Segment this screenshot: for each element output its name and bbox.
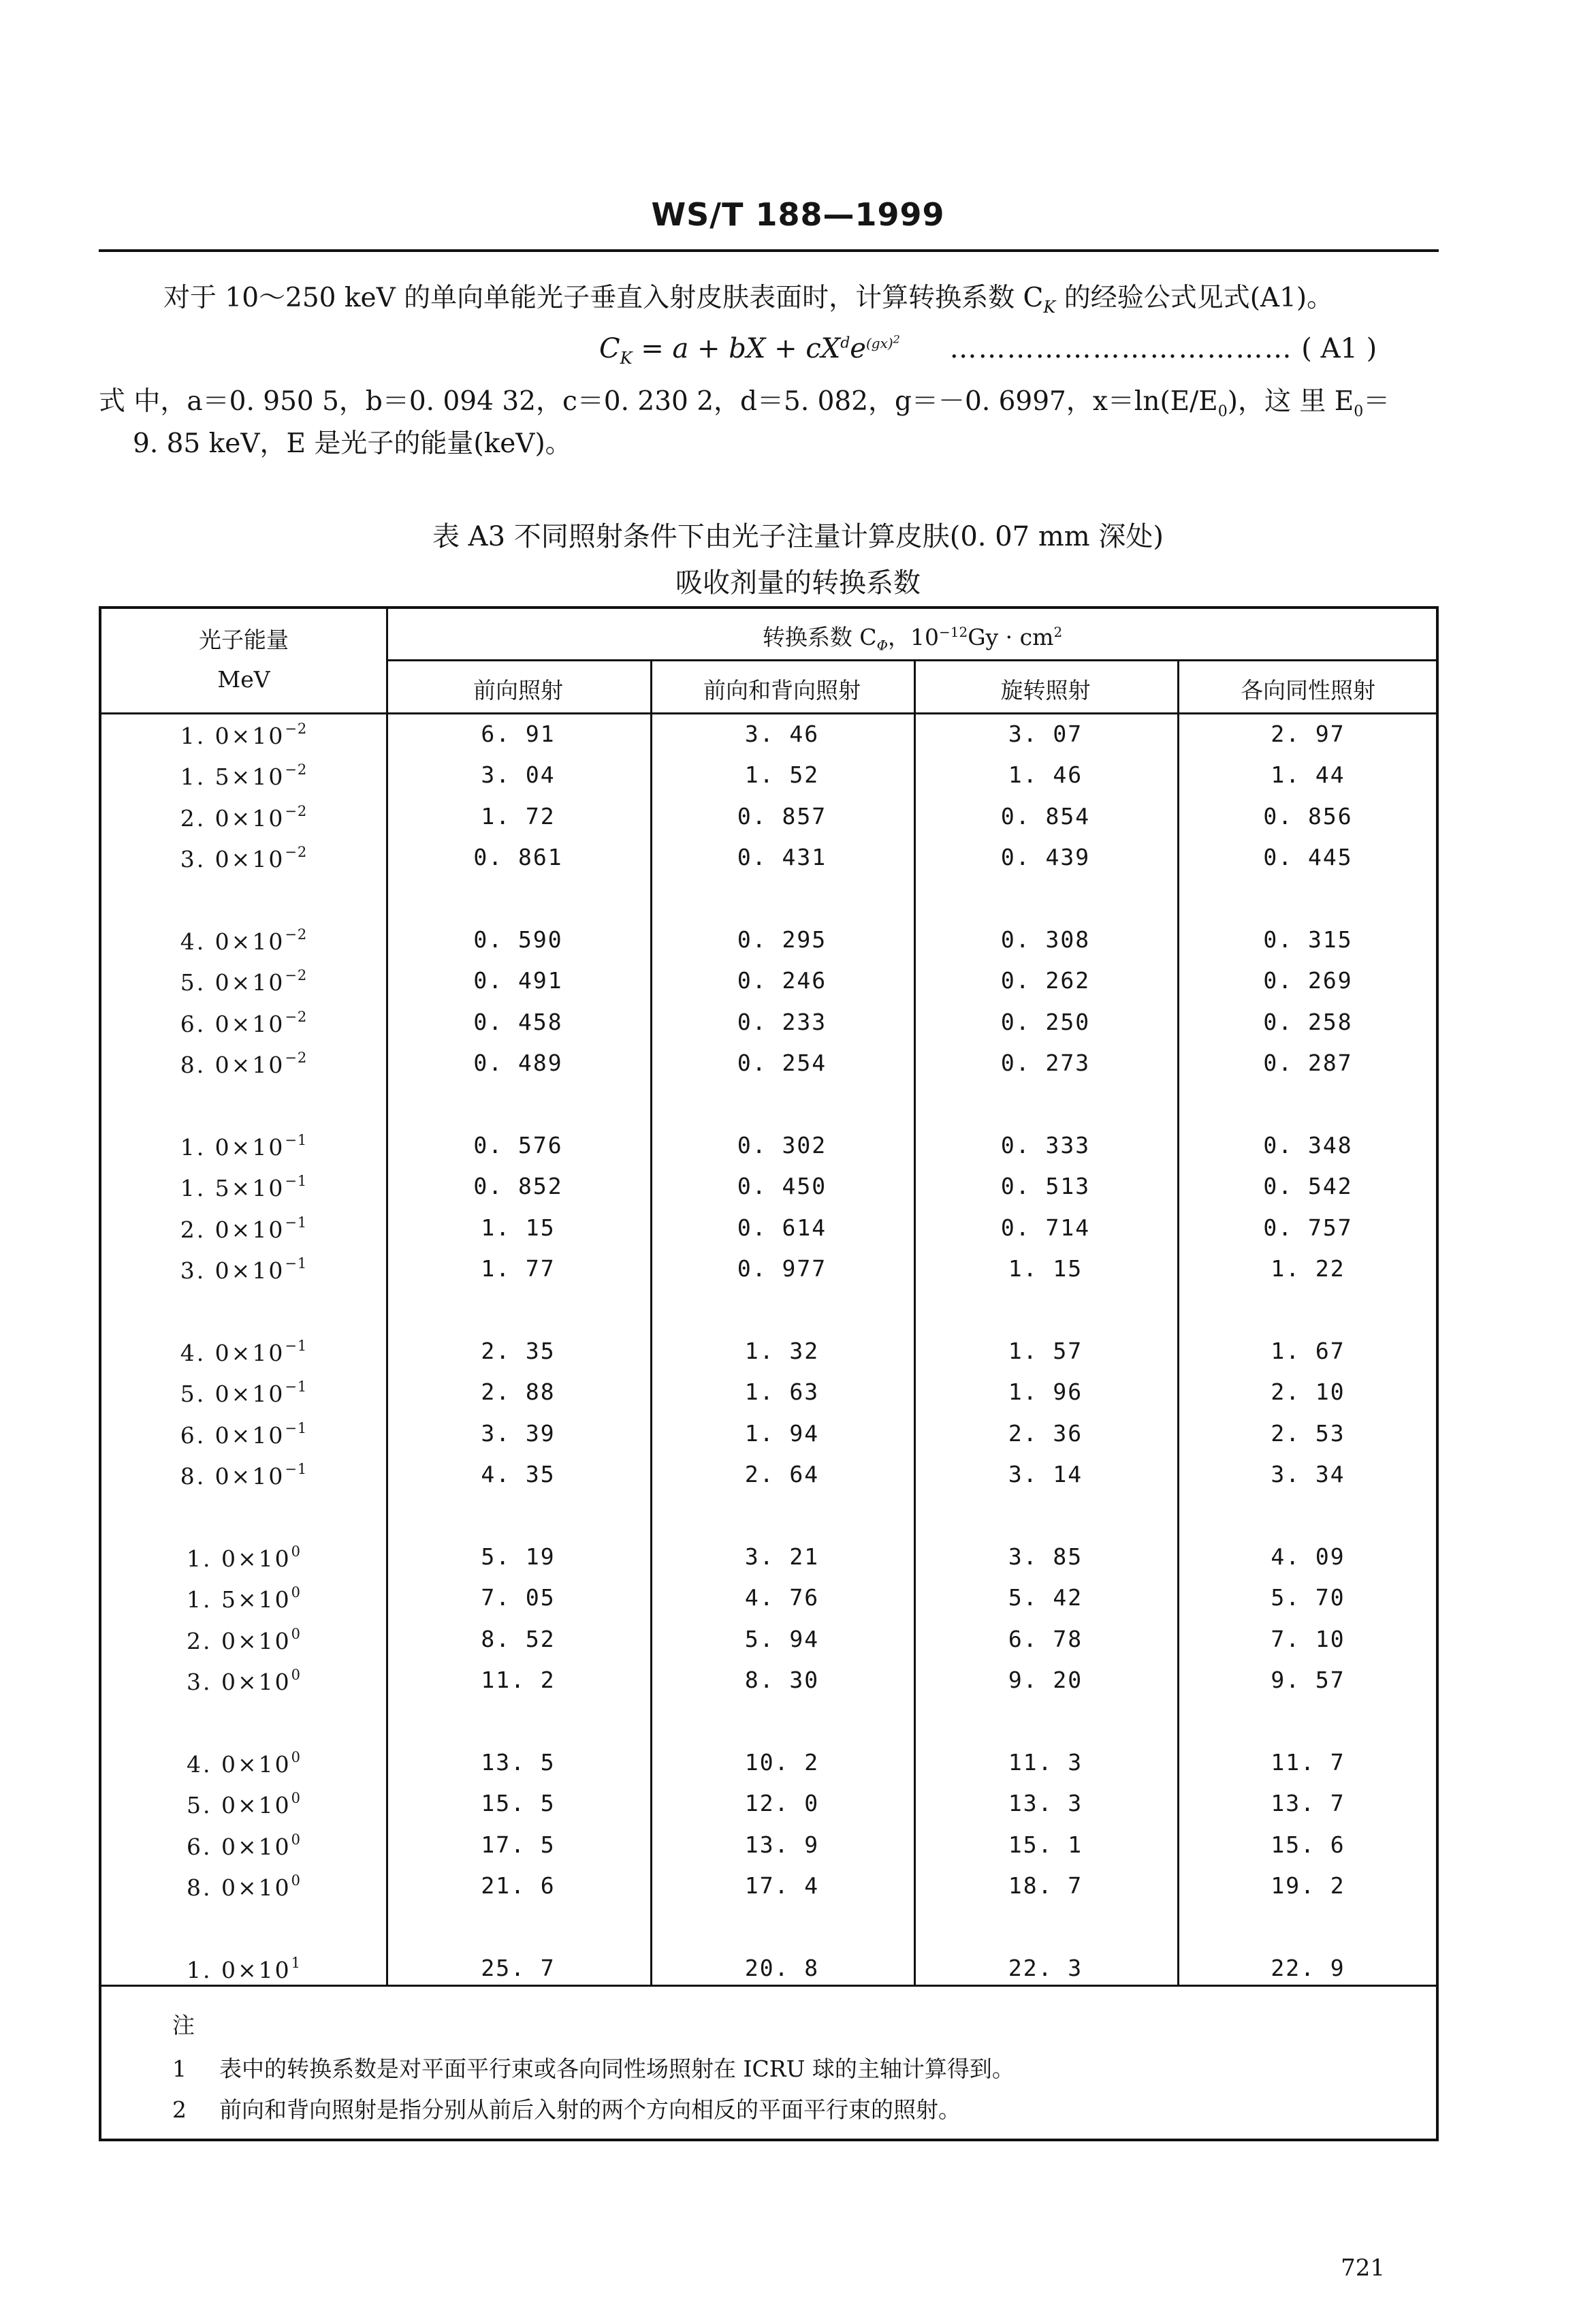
forward-backward-value-cell: 20. 8	[744, 1955, 820, 1981]
energy-exponent: −2	[285, 802, 308, 819]
rotational-value-cell: 1. 96	[1008, 1379, 1083, 1406]
where-eq: ＝	[1363, 386, 1390, 417]
forward-value-cell: 7. 05	[481, 1584, 556, 1611]
isotropic-value-cell: 0. 856	[1263, 802, 1353, 830]
conversion-coefficient-table	[99, 606, 1439, 2141]
col-header-forward: 前向照射	[473, 677, 563, 704]
formula-square-exp: 2	[893, 332, 900, 345]
energy-mantissa: 4. 0×10	[187, 1751, 291, 1778]
forward-backward-value-cell: 0. 246	[737, 967, 827, 994]
rotational-value-cell: 5. 42	[1008, 1584, 1083, 1611]
forward-backward-value-cell: 0. 977	[737, 1255, 827, 1282]
forward-value-cell: 11. 2	[481, 1667, 556, 1694]
where-text: 式 中，a＝0. 950 5，b＝0. 094 32，c＝0. 230 2，d＝5. 082，g＝－0. 6997，x＝ln(E/E	[99, 386, 1218, 417]
energy-mantissa: 8. 0×10	[187, 1874, 291, 1902]
e0-subscript-2: 0	[1354, 403, 1364, 420]
energy-exponent: 0	[291, 1872, 301, 1889]
rotational-value-cell: 0. 308	[1000, 926, 1091, 953]
formula-d-exp: d	[840, 334, 850, 352]
energy-cell	[101, 926, 386, 955]
energy-cell	[101, 844, 386, 872]
rotational-value-cell: 1. 46	[1008, 761, 1083, 789]
isotropic-value-cell: 1. 44	[1271, 761, 1345, 789]
rotational-value-cell: 9. 20	[1008, 1667, 1083, 1694]
forward-value-cell: 1. 77	[481, 1255, 556, 1282]
group-header-unit: Gy · cm	[968, 624, 1054, 650]
ck-subscript: K	[1043, 297, 1056, 317]
rotational-value-cell: 18. 7	[1008, 1872, 1083, 1900]
formula-gx-exp: (gx)	[865, 334, 893, 351]
rotational-value-cell: 13. 3	[1008, 1790, 1083, 1817]
forward-value-cell: 0. 590	[473, 926, 563, 953]
forward-backward-value-cell: 0. 450	[737, 1173, 827, 1200]
forward-backward-value-cell: 0. 233	[737, 1008, 827, 1035]
formula-ck-sub: K	[620, 348, 633, 368]
energy-exponent: 0	[291, 1790, 301, 1807]
isotropic-value-cell: 0. 542	[1263, 1173, 1353, 1200]
energy-mantissa: 6. 0×10	[180, 1421, 285, 1449]
isotropic-value-cell: 9. 57	[1271, 1667, 1345, 1694]
isotropic-value-cell: 2. 10	[1271, 1379, 1345, 1406]
energy-cell	[101, 1543, 386, 1572]
e0-subscript: 0	[1217, 403, 1228, 420]
forward-value-cell: 17. 5	[481, 1831, 556, 1858]
forward-backward-value-cell: 13. 9	[744, 1831, 820, 1858]
forward-value-cell: 0. 489	[473, 1050, 563, 1077]
forward-backward-value-cell: 0. 857	[737, 802, 827, 830]
notes-title: 注	[172, 2012, 195, 2038]
energy-cell	[101, 1667, 386, 1695]
forward-value-cell: 15. 5	[481, 1790, 556, 1817]
energy-cell	[101, 1790, 386, 1818]
isotropic-value-cell: 1. 67	[1271, 1338, 1345, 1364]
forward-value-cell: 1. 15	[481, 1214, 556, 1241]
isotropic-value-cell: 0. 287	[1263, 1050, 1353, 1077]
formula-e: e	[850, 332, 866, 364]
energy-cell	[101, 721, 386, 749]
energy-mantissa: 1. 0×10	[187, 1957, 291, 1983]
rotational-value-cell: 22. 3	[1008, 1955, 1083, 1981]
isotropic-value-cell: 13. 7	[1271, 1790, 1345, 1817]
isotropic-value-cell: 0. 445	[1263, 844, 1353, 871]
energy-cell	[101, 1749, 386, 1778]
forward-value-cell: 0. 576	[473, 1132, 563, 1159]
energy-mantissa: 3. 0×10	[180, 1257, 285, 1285]
rotational-value-cell: 0. 439	[1000, 844, 1091, 871]
energy-cell	[101, 1872, 386, 1901]
energy-mantissa: 5. 0×10	[187, 1792, 291, 1819]
energy-cell	[101, 1626, 386, 1654]
forward-backward-value-cell: 3. 46	[744, 721, 820, 747]
group-header-exp: −12	[938, 624, 968, 640]
col-header-rotational: 旋转照射	[1000, 677, 1091, 704]
forward-backward-value-cell: 1. 32	[744, 1338, 820, 1364]
forward-value-cell: 21. 6	[481, 1872, 556, 1900]
energy-exponent: −2	[285, 844, 308, 861]
rotational-value-cell: 0. 714	[1000, 1214, 1091, 1241]
coefficient-group-header	[386, 620, 1439, 654]
isotropic-value-cell: 19. 2	[1271, 1872, 1345, 1900]
energy-mantissa: 6. 0×10	[180, 1010, 285, 1037]
isotropic-value-cell: 22. 9	[1271, 1955, 1345, 1981]
forward-backward-value-cell: 10. 2	[744, 1749, 820, 1776]
energy-cell	[101, 1255, 386, 1284]
rotational-value-cell: 15. 1	[1008, 1831, 1083, 1858]
energy-mantissa: 5. 0×10	[180, 1381, 285, 1408]
isotropic-value-cell: 0. 269	[1263, 967, 1353, 994]
energy-exponent: 0	[291, 1625, 301, 1642]
where-line-1	[99, 383, 1461, 431]
forward-backward-value-cell: 3. 21	[744, 1543, 820, 1570]
forward-value-cell: 0. 491	[473, 967, 563, 994]
energy-mantissa: 1. 5×10	[180, 763, 285, 791]
energy-cell	[101, 803, 386, 832]
forward-backward-value-cell: 1. 94	[744, 1419, 820, 1447]
group-header-text: 转换系数 C	[762, 624, 877, 650]
note-2	[172, 2092, 961, 2124]
energy-exponent: 0	[291, 1543, 301, 1560]
formula-ck: C	[599, 332, 620, 364]
note-2-number: 2	[172, 2096, 187, 2123]
rotational-value-cell: 1. 15	[1008, 1255, 1083, 1282]
forward-value-cell: 5. 19	[481, 1543, 556, 1570]
rotational-value-cell: 0. 513	[1000, 1173, 1091, 1200]
forward-value-cell: 8. 52	[481, 1625, 556, 1652]
group-header-rest: ，10	[887, 624, 939, 650]
forward-backward-value-cell: 0. 614	[737, 1214, 827, 1241]
header-bottom-rule	[101, 712, 1439, 714]
energy-mantissa: 4. 0×10	[180, 928, 285, 955]
forward-backward-value-cell: 0. 431	[737, 844, 827, 871]
forward-backward-value-cell: 0. 254	[737, 1050, 827, 1077]
formula-ref: ( A1 )	[1301, 332, 1377, 364]
forward-value-cell: 13. 5	[481, 1749, 556, 1776]
forward-backward-value-cell: 5. 94	[744, 1625, 820, 1652]
energy-exponent: −2	[285, 721, 308, 737]
energy-exponent: −1	[285, 1214, 308, 1231]
forward-value-cell: 4. 35	[481, 1461, 556, 1488]
energy-cell	[101, 761, 386, 790]
energy-exponent: −1	[285, 1132, 308, 1148]
energy-cell	[101, 1955, 386, 1983]
energy-mantissa: 1. 0×10	[180, 1134, 285, 1161]
forward-backward-value-cell: 1. 63	[744, 1379, 820, 1406]
note-1	[172, 2051, 1015, 2083]
standard-code-header: WS/T 188—1999	[651, 196, 945, 233]
energy-exponent: 0	[291, 1749, 301, 1765]
rotational-value-cell: 0. 333	[1000, 1132, 1091, 1159]
isotropic-value-cell: 2. 97	[1271, 721, 1345, 747]
energy-cell	[101, 1379, 386, 1407]
energy-exponent: −2	[285, 1008, 308, 1025]
energy-mantissa: 8. 0×10	[180, 1052, 285, 1079]
col-header-isotropic: 各向同性照射	[1241, 677, 1375, 704]
forward-value-cell: 3. 04	[481, 761, 556, 789]
forward-value-cell: 1. 72	[481, 802, 556, 830]
formula-body: = a + bX + cX	[632, 332, 841, 364]
rotational-value-cell: 0. 273	[1000, 1050, 1091, 1077]
energy-mantissa: 4. 0×10	[180, 1340, 285, 1366]
isotropic-value-cell: 0. 258	[1263, 1008, 1353, 1035]
energy-exponent: −1	[285, 1461, 308, 1478]
energy-mantissa: 2. 0×10	[187, 1627, 291, 1654]
energy-cell	[101, 1420, 386, 1449]
isotropic-value-cell: 11. 7	[1271, 1749, 1345, 1776]
energy-cell	[101, 967, 386, 996]
rotational-value-cell: 2. 36	[1008, 1419, 1083, 1447]
energy-mantissa: 5. 0×10	[180, 969, 285, 996]
where-text-end: )，这 里 E	[1227, 386, 1354, 417]
rotational-value-cell: 1. 57	[1008, 1338, 1083, 1364]
rotational-value-cell: 11. 3	[1008, 1749, 1083, 1776]
energy-cell	[101, 1009, 386, 1037]
isotropic-value-cell: 0. 757	[1263, 1214, 1353, 1241]
forward-value-cell: 2. 88	[481, 1379, 556, 1406]
table-caption-line-1: 表 A3 不同照射条件下由光子注量计算皮肤(0. 07 mm 深处)	[432, 521, 1164, 552]
energy-exponent: −1	[285, 1419, 308, 1436]
energy-mantissa: 1. 5×10	[180, 1175, 285, 1202]
energy-header-unit: MeV	[217, 666, 270, 693]
forward-value-cell: 0. 458	[473, 1008, 563, 1035]
energy-exponent: −1	[285, 1338, 308, 1354]
energy-exponent: −1	[285, 1379, 308, 1396]
energy-mantissa: 2. 0×10	[180, 804, 285, 832]
energy-cell	[101, 1831, 386, 1860]
energy-header-label: 光子能量	[199, 627, 289, 653]
isotropic-value-cell: 7. 10	[1271, 1625, 1345, 1652]
formula-leader-dots: ………………………………	[949, 332, 1293, 364]
isotropic-value-cell: 0. 315	[1263, 926, 1353, 953]
forward-value-cell: 3. 39	[481, 1419, 556, 1447]
rotational-value-cell: 0. 854	[1000, 802, 1091, 830]
rotational-value-cell: 3. 07	[1008, 721, 1083, 747]
energy-cell	[101, 1584, 386, 1613]
phi-subscript: Φ	[876, 637, 888, 654]
rotational-value-cell: 3. 85	[1008, 1543, 1083, 1570]
isotropic-value-cell: 5. 70	[1271, 1584, 1345, 1611]
forward-backward-value-cell: 0. 295	[737, 926, 827, 953]
forward-value-cell: 0. 861	[473, 844, 563, 871]
energy-mantissa: 2. 0×10	[180, 1216, 285, 1243]
rotational-value-cell: 3. 14	[1008, 1461, 1083, 1488]
energy-mantissa: 1. 0×10	[187, 1545, 291, 1572]
energy-mantissa: 8. 0×10	[180, 1463, 285, 1490]
header-rule	[99, 249, 1439, 252]
energy-exponent: −2	[285, 926, 308, 943]
forward-value-cell: 6. 91	[481, 721, 556, 747]
energy-mantissa: 3. 0×10	[180, 846, 285, 873]
energy-exponent: −1	[285, 1255, 308, 1272]
energy-exponent: 1	[291, 1955, 301, 1971]
intro-line-1	[163, 279, 1457, 326]
isotropic-value-cell: 0. 348	[1263, 1132, 1353, 1159]
col-header-forward-backward: 前向和背向照射	[703, 677, 861, 704]
table-caption-line-2: 吸收剂量的转换系数	[675, 567, 921, 599]
rotational-value-cell: 0. 262	[1000, 967, 1091, 994]
rotational-value-cell: 0. 250	[1000, 1008, 1091, 1035]
forward-value-cell: 2. 35	[481, 1338, 556, 1364]
formula-a1	[599, 332, 1443, 368]
energy-exponent: −2	[285, 1050, 308, 1067]
energy-exponent: 0	[291, 1831, 301, 1848]
note-1-number: 1	[172, 2055, 187, 2082]
energy-cell	[101, 1461, 386, 1490]
energy-exponent: 0	[291, 1667, 301, 1684]
forward-backward-value-cell: 12. 0	[744, 1790, 820, 1817]
energy-exponent: −2	[285, 967, 308, 984]
energy-exponent: −2	[285, 761, 308, 778]
energy-exponent: 0	[291, 1584, 301, 1601]
energy-mantissa: 1. 0×10	[180, 723, 285, 749]
forward-backward-value-cell: 4. 76	[744, 1584, 820, 1611]
note-1-text: 表中的转换系数是对平面平行束或各向同性场照射在 ICRU 球的主轴计算得到。	[219, 2055, 1015, 2082]
page-number: 721	[1341, 2254, 1385, 2282]
energy-mantissa: 1. 5×10	[187, 1586, 291, 1613]
forward-backward-value-cell: 8. 30	[744, 1667, 820, 1694]
forward-backward-value-cell: 1. 52	[744, 761, 820, 789]
forward-backward-value-cell: 0. 302	[737, 1132, 827, 1159]
energy-cell	[101, 1338, 386, 1366]
note-2-text: 前向和背向照射是指分别从前后入射的两个方向相反的平面平行束的照射。	[219, 2096, 961, 2123]
isotropic-value-cell: 15. 6	[1271, 1831, 1345, 1858]
where-line-2: 9. 85 keV，E 是光子的能量(keV)。	[133, 428, 572, 459]
energy-mantissa: 6. 0×10	[187, 1833, 291, 1860]
isotropic-value-cell: 3. 34	[1271, 1461, 1345, 1488]
forward-value-cell: 0. 852	[473, 1173, 563, 1200]
energy-cell	[101, 1050, 386, 1078]
header-inner-rule	[386, 659, 1439, 661]
forward-backward-value-cell: 2. 64	[744, 1461, 820, 1488]
group-header-unit-exp: 2	[1053, 624, 1063, 640]
rotational-value-cell: 6. 78	[1008, 1625, 1083, 1652]
energy-mantissa: 3. 0×10	[187, 1669, 291, 1696]
intro-text-end: 的经验公式见式(A1)。	[1055, 283, 1334, 313]
isotropic-value-cell: 2. 53	[1271, 1419, 1345, 1447]
energy-cell	[101, 1173, 386, 1201]
isotropic-value-cell: 1. 22	[1271, 1255, 1345, 1282]
energy-exponent: −1	[285, 1173, 308, 1190]
isotropic-value-cell: 4. 09	[1271, 1543, 1345, 1570]
intro-text: 对于 10～250 keV 的单向单能光子垂直入射皮肤表面时，计算转换系数 C	[163, 283, 1044, 313]
forward-value-cell: 25. 7	[481, 1955, 556, 1981]
forward-backward-value-cell: 17. 4	[744, 1872, 820, 1900]
notes-top-rule	[101, 1985, 1439, 1987]
energy-cell	[101, 1132, 386, 1161]
energy-cell	[101, 1214, 386, 1243]
